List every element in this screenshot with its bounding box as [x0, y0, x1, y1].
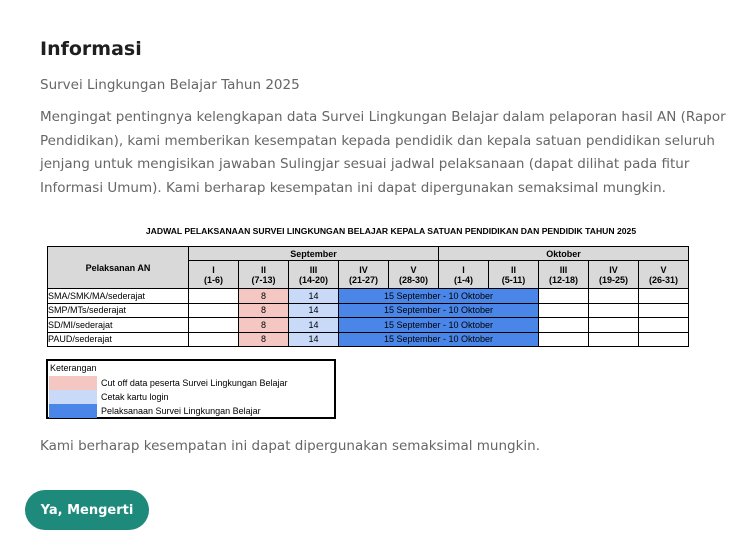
week-range: (7-13) — [251, 274, 276, 285]
week-range: (12-18) — [548, 274, 578, 285]
week-roman: II — [260, 264, 266, 275]
week-roman: I — [462, 264, 465, 275]
week-header — [439, 261, 489, 289]
week-roman: III — [559, 264, 568, 275]
week-header — [389, 261, 439, 289]
cutoff-cell: 8 — [239, 318, 289, 333]
table-row — [48, 318, 689, 333]
print-card-cell: 14 — [289, 318, 339, 333]
week-header — [339, 261, 389, 289]
empty-cell — [589, 303, 639, 318]
schedule-row-header: Pelaksanan AN — [48, 247, 189, 289]
empty-cell — [189, 318, 239, 333]
empty-cell — [539, 318, 589, 333]
level-cell: SD/MI/sederajat — [48, 318, 189, 333]
print-card-cell: 14 — [289, 289, 339, 304]
survey-period-cell: 15 September - 10 Oktober — [339, 303, 539, 318]
week-roman: IV — [359, 264, 368, 275]
week-range: (1-6) — [203, 274, 223, 285]
empty-cell — [639, 289, 689, 304]
empty-cell — [589, 332, 639, 347]
week-range: (19-25) — [598, 274, 628, 285]
closing-text: Kami berharap kesempatan ini dapat dipergunakan semaksimal mungkin. — [40, 438, 541, 454]
week-roman: I — [212, 264, 215, 275]
dialog-subtitle: Survei Lingkungan Belajar Tahun 2025 — [40, 77, 300, 93]
legend-item — [49, 390, 335, 404]
legend-heading: Keterangan — [50, 363, 97, 373]
dialog-title: Informasi — [40, 38, 142, 60]
survey-period-cell: 15 September - 10 Oktober — [339, 332, 539, 347]
week-range: (1-4) — [453, 274, 473, 285]
legend-swatch-period — [49, 404, 97, 418]
table-row — [48, 303, 689, 318]
week-range: (14-20) — [298, 274, 328, 285]
empty-cell — [539, 303, 589, 318]
empty-cell — [639, 303, 689, 318]
legend-label: Cut off data peserta Survei Lingkungan Belajar — [101, 378, 288, 388]
week-roman: V — [410, 264, 417, 275]
dialog-description: Mengingat pentingnya kelengkapan data Survei Lingkungan Belajar dalam pelaporan hasil AN (Rapor Pendidikan), kami memberikan kesempatan kepada pendidik dan kepala satuan pendidikan seluruh jenjang untuk mengisikan jawaban Sulingjar sesuai jadwal pelaksanaan (dapat dilihat pada fitur Informasi Umum). Kami berharap kesempatan ini dapat dipergunakan semaksimal mungkin. — [40, 109, 726, 196]
legend-item — [49, 404, 335, 418]
empty-cell — [189, 289, 239, 304]
month-oktober: Oktober — [439, 247, 689, 261]
print-card-cell: 14 — [289, 303, 339, 318]
empty-cell — [589, 318, 639, 333]
confirm-button[interactable]: Ya, Mengerti — [25, 490, 149, 530]
schedule-table — [47, 246, 689, 347]
empty-cell — [189, 332, 239, 347]
schedule-title: JADWAL PELAKSANAAN SURVEI LINGKUNGAN BELAJAR KEPALA SATUAN PENDIDIKAN DAN PENDIDIK TAHUN 2025 — [145, 226, 637, 236]
level-cell: PAUD/sederajat — [48, 332, 189, 347]
legend-box — [46, 359, 336, 419]
table-row — [48, 289, 689, 304]
week-roman: V — [660, 264, 667, 275]
table-row — [48, 332, 689, 347]
week-range: (21-27) — [348, 274, 378, 285]
week-header — [539, 261, 589, 289]
print-card-cell: 14 — [289, 332, 339, 347]
empty-cell — [639, 318, 689, 333]
empty-cell — [539, 289, 589, 304]
cutoff-cell: 8 — [239, 332, 289, 347]
survey-period-cell: 15 September - 10 Oktober — [339, 289, 539, 304]
week-range: (26-31) — [648, 274, 678, 285]
week-header — [489, 261, 539, 289]
legend-swatch-print — [49, 390, 97, 404]
week-header — [639, 261, 689, 289]
week-header — [589, 261, 639, 289]
empty-cell — [539, 332, 589, 347]
empty-cell — [589, 289, 639, 304]
legend-label: Cetak kartu login — [101, 392, 169, 402]
week-roman: II — [510, 264, 516, 275]
week-range: (28-30) — [398, 274, 428, 285]
legend-label: Pelaksanaan Survei Lingkungan Belajar — [101, 406, 261, 416]
week-header — [189, 261, 239, 289]
survey-period-cell: 15 September - 10 Oktober — [339, 318, 539, 333]
week-roman: IV — [609, 264, 618, 275]
cutoff-cell: 8 — [239, 303, 289, 318]
level-cell: SMA/SMK/MA/sederajat — [48, 289, 189, 304]
empty-cell — [639, 332, 689, 347]
legend-swatch-cutoff — [49, 376, 97, 390]
week-range: (5-11) — [501, 274, 526, 285]
week-roman: III — [309, 264, 318, 275]
cutoff-cell: 8 — [239, 289, 289, 304]
month-september: September — [189, 247, 439, 261]
week-header — [289, 261, 339, 289]
week-header — [239, 261, 289, 289]
empty-cell — [189, 303, 239, 318]
level-cell: SMP/MTs/sederajat — [48, 303, 189, 318]
legend-item — [49, 376, 335, 390]
